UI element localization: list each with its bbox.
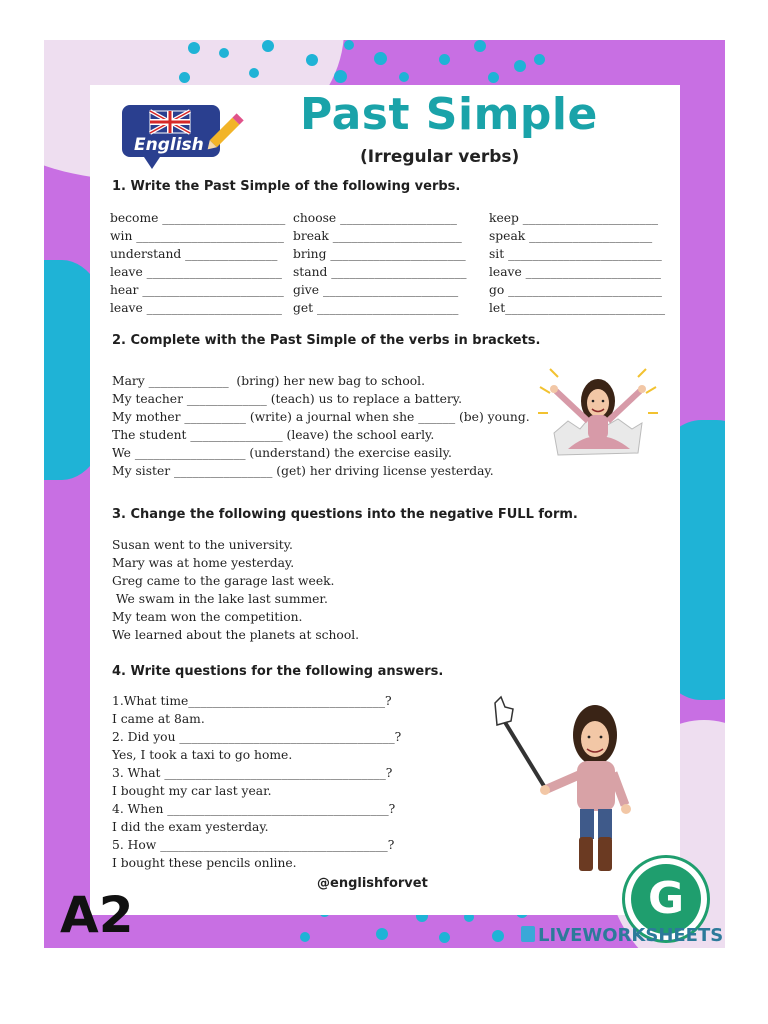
sentence-line: My sister ________________ (get) her driving license yesterday. [112,464,494,478]
avatar-cheering [538,363,658,468]
worksheet-page [90,85,680,915]
exercise3-lines [112,536,359,644]
exercise4-heading: 4. Write questions for the following answers. [112,664,444,679]
verb-line: let__________________________ [489,301,666,315]
question-line: 2. Did you ___________________________________? [112,730,402,744]
answer-line: I bought my car last year. [112,784,272,798]
verb-line: break _____________________ [293,229,462,243]
sentence-line: My mother __________ (write) a journal when she ______ (be) young. [112,410,530,424]
exercise2-lines [112,372,530,480]
question-line: 1.What time________________________________? [112,694,392,708]
sentence-line: Susan went to the university. [112,538,293,552]
liveworksheets-icon [521,926,535,942]
verb-line: speak ____________________ [489,229,653,243]
avatar-teacher [485,695,655,880]
verb-line: choose ___________________ [293,211,457,225]
level-badge: A2 [60,886,134,944]
exercise1-col1 [110,209,285,317]
verb-line: keep ______________________ [489,211,659,225]
verb-line: get _______________________ [293,301,459,315]
sentence-line: We learned about the planets at school. [112,628,360,642]
verb-line: become ____________________ [110,211,286,225]
verb-line: stand ______________________ [293,265,467,279]
liveworksheets-brand[interactable]: LIVEWORKSHEETS [538,925,724,946]
answer-line: Yes, I took a taxi to go home. [112,748,293,762]
sentence-line: We swam in the lake last summer. [112,592,328,606]
sentence-line: We __________________ (understand) the exercise easily. [112,446,452,460]
exercise2-heading: 2. Complete with the Past Simple of the verbs in brackets. [112,333,541,348]
sentence-line: Mary was at home yesterday. [112,556,295,570]
logo-text: English [134,135,204,155]
verb-line: hear _______________________ [110,283,284,297]
author-credit: @englishforvet [317,876,428,891]
verb-line: leave ______________________ [110,265,282,279]
page-title: Past Simple [300,89,598,140]
question-line: 3. What ____________________________________? [112,766,393,780]
sentence-line: My team won the competition. [112,610,303,624]
g-logo-icon: G [631,864,701,934]
verb-line: give ______________________ [293,283,459,297]
question-line: 5. How _____________________________________? [112,838,395,852]
teacher-pointer-avatar-icon [485,695,655,880]
verb-line: bring ______________________ [293,247,466,261]
exercise1-col3 [489,209,665,317]
verb-line: leave ______________________ [110,301,282,315]
sentence-line: Greg came to the garage last week. [112,574,335,588]
sentence-line: Mary _____________ (bring) her new bag to school. [112,374,426,388]
exercise4-lines [112,692,401,872]
sentence-line: The student _______________ (leave) the school early. [112,428,435,442]
page-subtitle: (Irregular verbs) [360,147,520,167]
verb-line: understand _______________ [110,247,278,261]
sentence-line: My teacher _____________ (teach) us to replace a battery. [112,392,463,406]
verb-line: leave ______________________ [489,265,661,279]
question-line: 4. When ____________________________________? [112,802,396,816]
exercise1-col2 [293,209,467,317]
verb-line: win ________________________ [110,229,284,243]
answer-line: I came at 8am. [112,712,205,726]
exercise3-heading: 3. Change the following questions into the negative FULL form. [112,507,578,522]
verb-line: go _________________________ [489,283,662,297]
answer-line: I did the exam yesterday. [112,820,269,834]
verb-line: sit _________________________ [489,247,662,261]
answer-line: I bought these pencils online. [112,856,297,870]
exercise1-heading: 1. Write the Past Simple of the following verbs. [112,179,461,194]
cheering-avatar-icon [538,363,658,468]
